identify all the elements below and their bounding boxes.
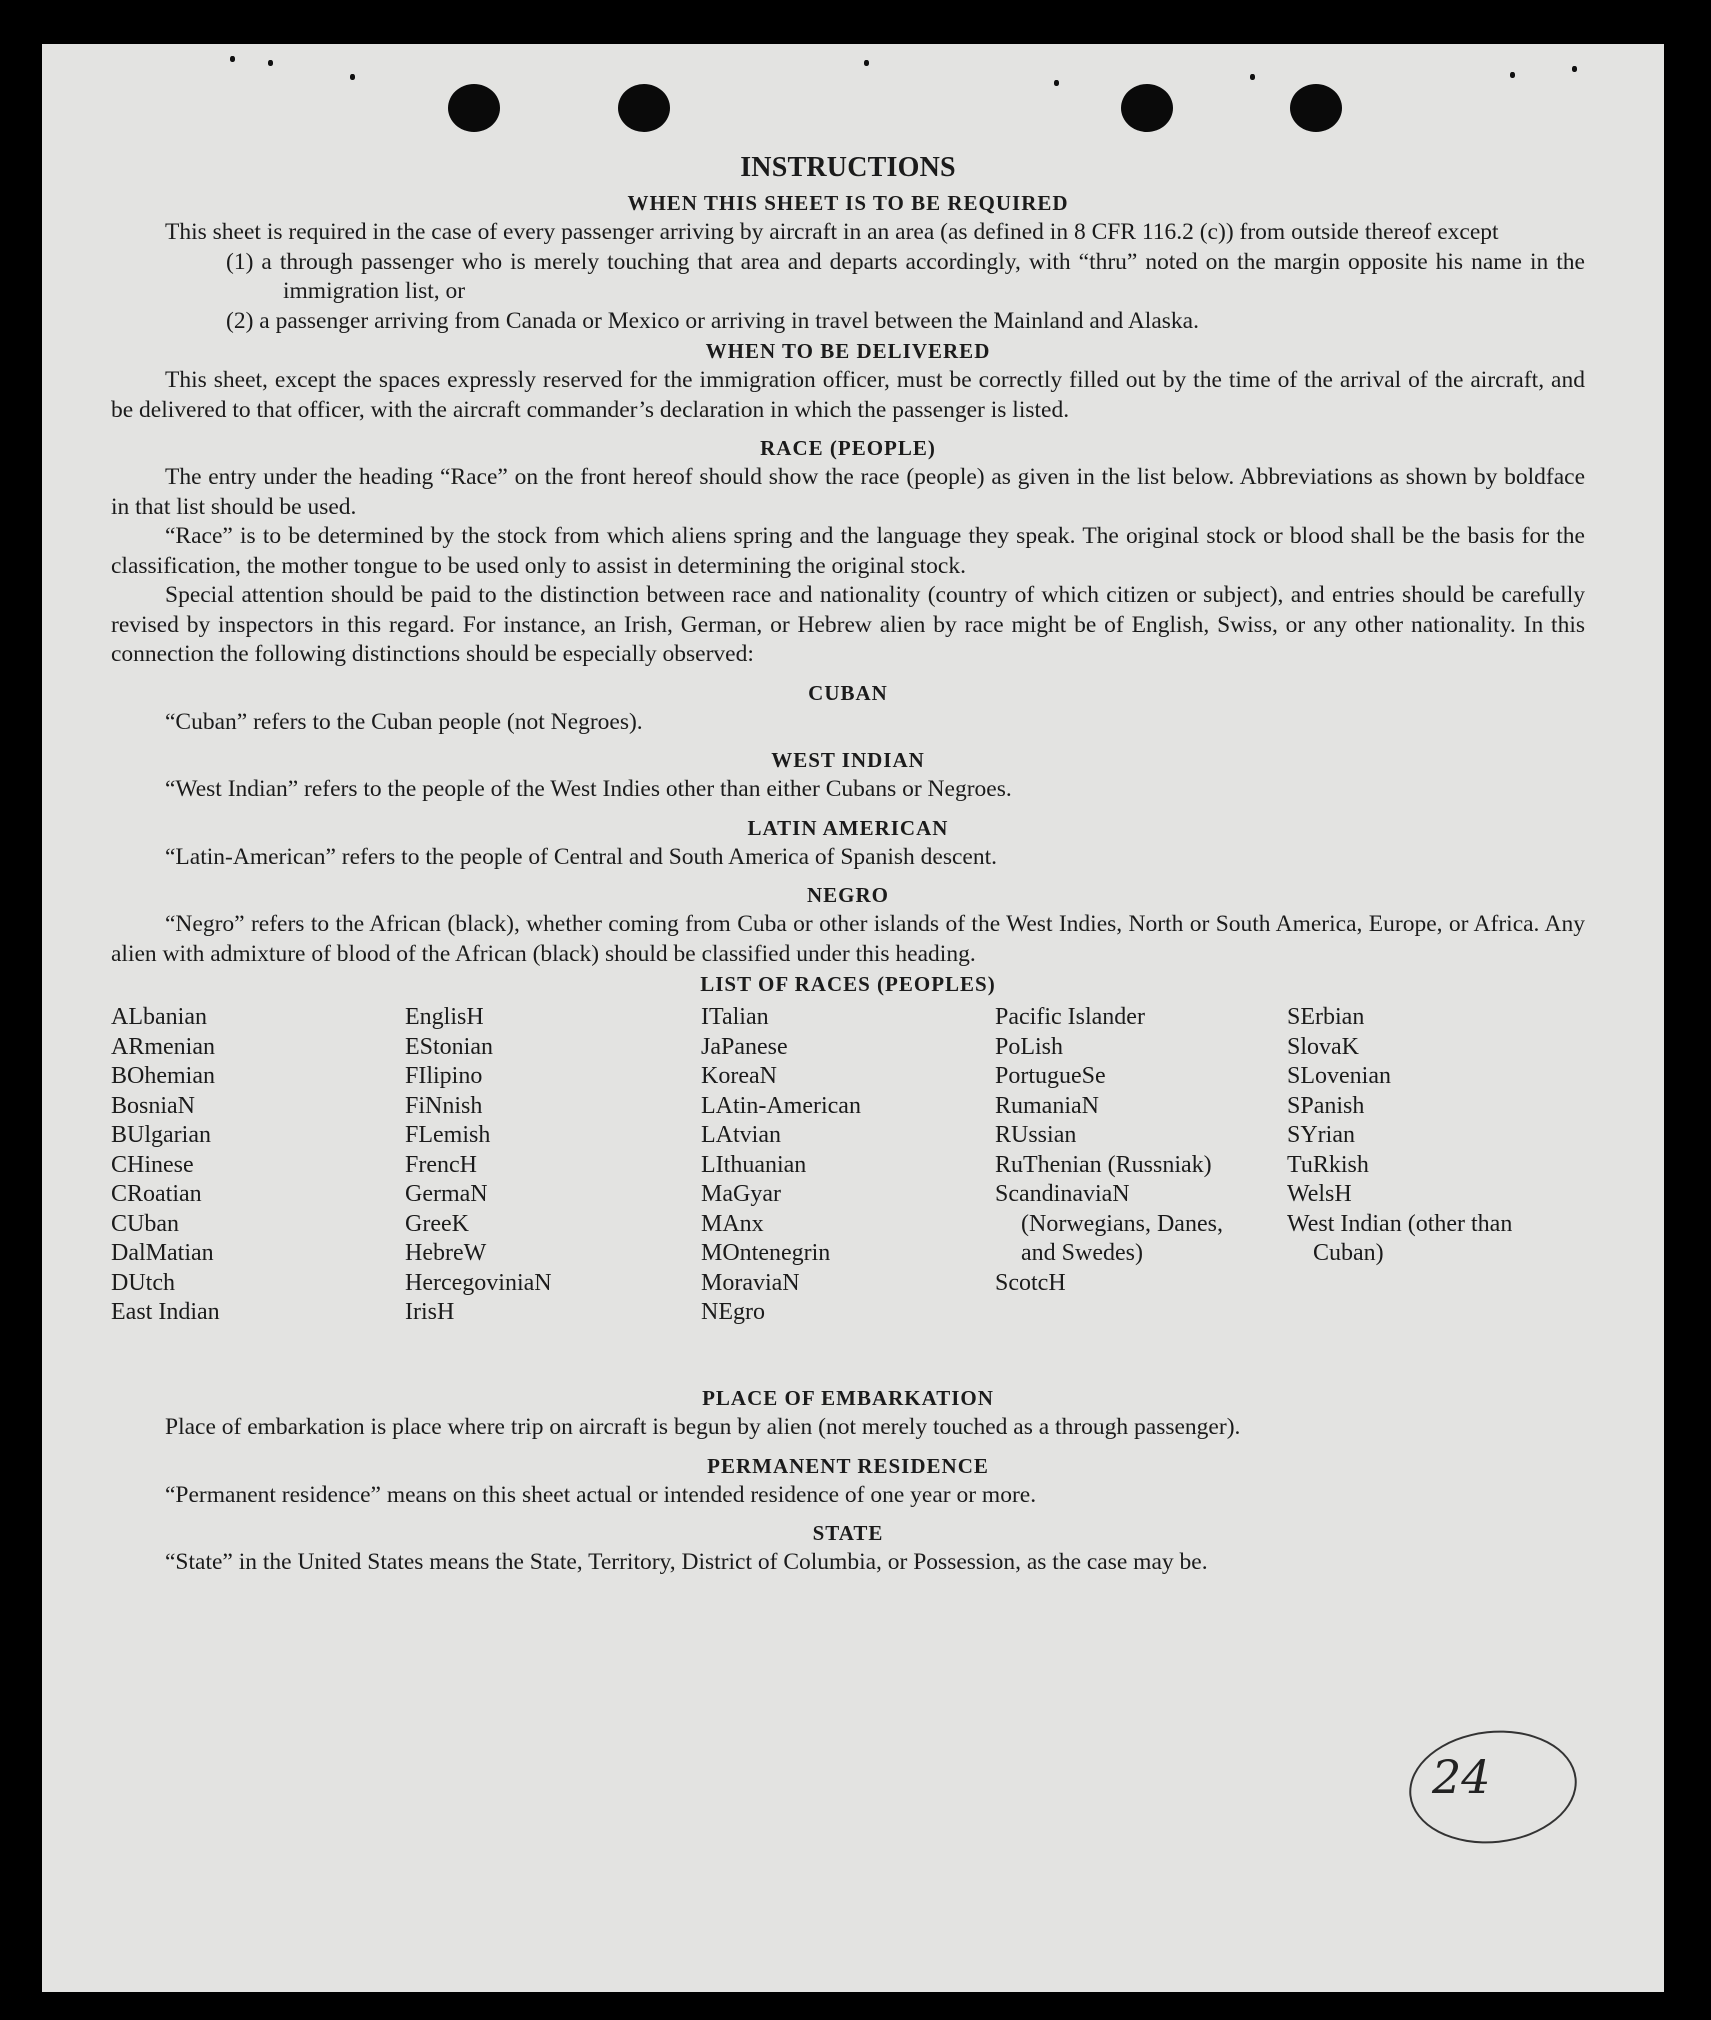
heading-cuban: CUBAN	[808, 680, 888, 705]
instructions-body	[111, 152, 1585, 1578]
race-item: FrencH	[405, 1151, 477, 1178]
heading-list-of-races: LIST OF RACES (PEOPLES)	[700, 972, 996, 996]
when-delivered-text: This sheet, except the spaces expressly reserved for the immigration officer, must be correctly filled out by the time of the arrival of the aircraft, and be delivered to that officer, with the aircraft commander’s declaration in which the passenger is listed.	[111, 367, 1585, 423]
west-indian-text: “West Indian” refers to the people of the West Indies other than either Cubans or Negroes.	[165, 776, 1012, 802]
race-item: EStonian	[405, 1033, 493, 1060]
race-item: FIlipino	[405, 1063, 483, 1089]
race-item: ITalian	[701, 1004, 769, 1030]
heading-state: STATE	[812, 1521, 884, 1545]
heading-when-required: WHEN THIS SHEET IS TO BE REQUIRED	[627, 191, 1069, 215]
race-item: RuThenian (Russniak)	[995, 1151, 1212, 1178]
race-item: SlovaK	[1287, 1033, 1359, 1060]
race-item: SPanish	[1287, 1092, 1365, 1119]
race-item: LAtin-American	[701, 1092, 861, 1119]
punch-hole	[1290, 84, 1342, 132]
race-item: PortugueSe	[995, 1063, 1106, 1089]
race-item: IrisH	[405, 1299, 455, 1325]
race-item: SYrian	[1287, 1122, 1355, 1148]
race-item: NEgro	[701, 1299, 765, 1325]
ink-speck	[1054, 80, 1059, 86]
heading-when-delivered: WHEN TO BE DELIVERED	[705, 339, 991, 363]
residence-text: “Permanent residence” means on this sheet actual or intended residence of one year or more.	[165, 1481, 1037, 1508]
race-item: GermaN	[405, 1181, 488, 1207]
race-item: MaGyar	[701, 1181, 781, 1207]
latin-american-text: “Latin-American” refers to the people of Central and South America of Spanish descent.	[165, 843, 998, 870]
race-item: CHinese	[111, 1151, 194, 1178]
negro-text: “Negro” refers to the African (black), whether coming from Cuba or other islands of the West Indies, North or South America, Europe, or Africa. Any alien with admixture of blood of the African (black) should be classified under this heading.	[111, 911, 1585, 967]
race-item: MOntenegrin	[701, 1240, 831, 1266]
race-item: MAnx	[701, 1210, 764, 1237]
race-column-3	[701, 1003, 861, 1328]
clause-2: (2) a passenger arriving from Canada or Mexico or arriving in travel between the Mainland and Alaska.	[226, 307, 1199, 334]
race-item: WelsH	[1287, 1181, 1352, 1207]
race-paragraph: Special attention should be paid to the distinction between race and nationality (country of which citizen or subject), and entries should be carefully revised by inspectors in this regard. For instance, an Irish, German, or Hebrew alien by race might be of English, Swiss, or any other nationality. In this connection the following distinctions should be especially observed:	[111, 582, 1585, 667]
ink-speck	[864, 60, 869, 66]
race-item: ScotcH	[995, 1269, 1066, 1296]
race-item: PoLish	[995, 1033, 1064, 1060]
race-paragraph: “Race” is to be determined by the stock from which aliens spring and the language they speak. The original stock or blood shall be the basis for the classification, the mother tongue to be used only to assist in determining the original stock.	[111, 523, 1585, 579]
race-item: DUtch	[111, 1269, 175, 1296]
race-item: RumaniaN	[995, 1092, 1099, 1119]
heading-west-indian: WEST INDIAN	[771, 748, 925, 772]
race-item: FLemish	[405, 1122, 491, 1148]
race-item: ARmenian	[111, 1033, 215, 1060]
heading-race: RACE (PEOPLE)	[760, 436, 936, 460]
race-paragraph: The entry under the heading “Race” on the front hereof should show the race (people) as given in the list below. Abbreviations as shown by boldface in that list should be used.	[111, 464, 1585, 520]
race-item: CUban	[111, 1210, 179, 1237]
race-item: BUlgarian	[111, 1122, 211, 1148]
race-column-4	[995, 1003, 1257, 1298]
race-item: Pacific Islander	[995, 1004, 1145, 1030]
race-item: SErbian	[1287, 1004, 1365, 1030]
race-item: BosniaN	[111, 1092, 195, 1119]
ink-speck	[350, 74, 355, 80]
race-item: JaPanese	[701, 1033, 788, 1060]
race-item: CRoatian	[111, 1181, 202, 1207]
race-item: LAtvian	[701, 1122, 781, 1148]
race-item: MoraviaN	[701, 1269, 800, 1296]
race-item: ScandinaviaN (Norwegians, Danes, and Swedes)	[995, 1181, 1223, 1266]
page-title: INSTRUCTIONS	[740, 152, 956, 183]
race-item: KoreaN	[701, 1063, 777, 1089]
clause-1: (1) a through passenger who is merely touching that area and departs accordingly, with “thru” noted on the margin opposite his name in the immigration list, or	[226, 248, 1585, 304]
race-column-1	[111, 1003, 220, 1328]
race-item: BOhemian	[111, 1063, 215, 1089]
race-item: HebreW	[405, 1240, 487, 1266]
race-item: EnglisH	[405, 1004, 484, 1030]
embarkation-text: Place of embarkation is place where trip on aircraft is begun by alien (not merely touched as a through passenger).	[165, 1414, 1241, 1440]
race-item: SLovenian	[1287, 1063, 1391, 1089]
heading-permanent-residence: PERMANENT RESIDENCE	[707, 1453, 989, 1478]
handwritten-page-number: 24	[1432, 1750, 1491, 1804]
race-column-2	[405, 1003, 552, 1328]
race-column-5	[1287, 1003, 1547, 1269]
race-item: RUssian	[995, 1122, 1077, 1148]
race-item: LIthuanian	[701, 1151, 807, 1178]
heading-latin-american: LATIN AMERICAN	[747, 815, 949, 840]
punch-hole	[1121, 84, 1173, 132]
race-item: DalMatian	[111, 1240, 214, 1266]
punch-hole	[618, 84, 670, 132]
punch-hole	[448, 84, 500, 132]
cuban-text: “Cuban” refers to the Cuban people (not Negroes).	[165, 708, 643, 735]
document-page	[42, 44, 1664, 1992]
ink-speck	[1572, 66, 1577, 72]
race-item: GreeK	[405, 1210, 469, 1237]
heading-embarkation: PLACE OF EMBARKATION	[702, 1386, 994, 1410]
race-item: FiNnish	[405, 1092, 483, 1119]
ink-speck	[268, 60, 273, 66]
ink-speck	[1510, 72, 1515, 78]
state-text: “State” in the United States means the State, Territory, District of Columbia, or Possession, as the case may be.	[165, 1549, 1208, 1575]
ink-speck	[230, 56, 235, 62]
heading-negro: NEGRO	[806, 883, 889, 907]
ink-speck	[1250, 74, 1255, 80]
race-list	[111, 1003, 1585, 1383]
race-item: West Indian (other than Cuban)	[1287, 1210, 1513, 1266]
race-item: HercegoviniaN	[405, 1269, 552, 1296]
race-item: TuRkish	[1287, 1151, 1369, 1178]
when-required-text: This sheet is required in the case of every passenger arriving by aircraft in an area (as defined in 8 CFR 116.2 (c)) from outside thereof except	[165, 219, 1499, 245]
race-item: East Indian	[111, 1299, 220, 1325]
race-item: ALbanian	[111, 1004, 207, 1030]
